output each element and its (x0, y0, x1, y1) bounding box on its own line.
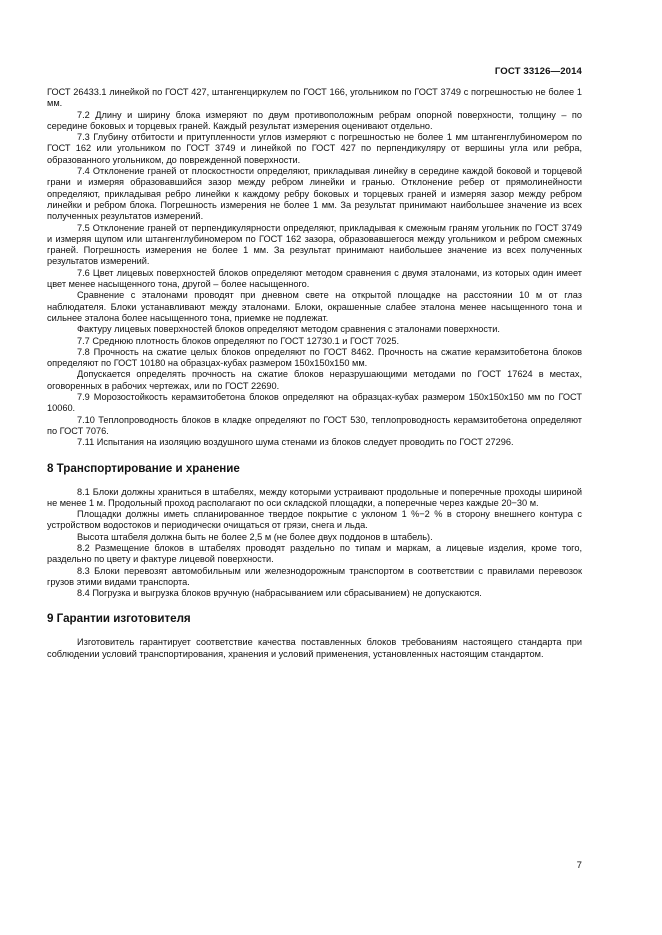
page-content (47, 87, 582, 660)
paragraph-8-1: 8.1 Блоки должны храниться в штабелях, между которыми устраивают продольные и поперечные проходы шириной не менее 1 м. Продольный проход располагают по оси складской площадки, а поперечные через каждые 20−30 м. (47, 486, 582, 508)
paragraph-7-10: 7.10 Теплопроводность блоков в кладке определяют по ГОСТ 530, теплопроводность керамзитобетона определяют по ГОСТ 7076. (47, 414, 582, 436)
document-code-header: ГОСТ 33126—2014 (494, 66, 582, 77)
paragraph-7-6-comparison: Сравнение с эталонами проводят при дневном свете на открытой площадке на расстоянии 10 м от глаз наблюдателя. Блоки устанавливают между эталонами. Блоки, окрашенные слабее эталона менее насыщенного тона и сильнее эталона более насыщенного тона, приемке не подлежат. (47, 290, 582, 323)
paragraph-7-11: 7.11 Испытания на изоляцию воздушного шума стенами из блоков следует проводить по ГОСТ 27296. (77, 437, 514, 448)
paragraph-7-1-continuation: ГОСТ 26433.1 линейкой по ГОСТ 427, штангенциркулем по ГОСТ 166, угольником по ГОСТ 3749 с погрешностью не более 1 мм. (47, 87, 582, 109)
paragraph-7-2: 7.2 Длину и ширину блока измеряют по двум противоположным ребрам опорной поверхности, толщину – по середине боковых и торцевых граней. Каждый результат измерения оценивают отдельно. (47, 109, 582, 131)
paragraph-7-8-allowed: Допускается определять прочность на сжатие блоков неразрушающими методами по ГОСТ 17624 в местах, оговоренных в рабочих чертежах, или по ГОСТ 22690. (47, 369, 582, 391)
section-heading-transport: 8 Транспортирование и хранение (47, 461, 240, 475)
page-number: 7 (576, 860, 582, 871)
paragraph-9: Изготовитель гарантирует соответствие качества поставленных блоков требованиям настоящего стандарта при соблюдении условий транспортирования, хранения и условий применения, установленных настоящим стандартом. (47, 637, 582, 659)
paragraph-8-1-platforms: Площадки должны иметь спланированное твердое покрытие с уклоном 1 %−2 % в сторону внешнего контура с устройством водостоков и периодически очищаться от грязи, снега и льда. (47, 509, 582, 531)
paragraph-7-9: 7.9 Морозостойкость керамзитобетона блоков определяют на образцах-кубах размером 150х150х150 мм по ГОСТ 10060. (47, 392, 582, 414)
paragraph-8-4: 8.4 Погрузка и выгрузка блоков вручную (набрасыванием или сбрасыванием) не допускаются. (77, 588, 482, 599)
paragraph-7-4: 7.4 Отклонение граней от плоскостности определяют, прикладывая линейку в середине каждой боковой и торцевой грани и измеряя образовавшийся зазор между ребром линейки и гранью. Отклонение ребер от прямолинейности определяют, прикладывая ребро линейки к каждому ребру боковых и торцевых граней и измеряя зазор между ребром линейки и ребром блока. Погрешность измерения не более 1 мм. За результат принимают наибольшее значение из всех полученных результатов измерений. (47, 166, 582, 222)
paragraph-8-3: 8.3 Блоки перевозят автомобильным или железнодорожным транспортом в соответствии с правилами перевозок грузов этими видами транспорта. (47, 565, 582, 587)
paragraph-7-6-texture: Фактуру лицевых поверхностей блоков определяют методом сравнения с эталонами поверхности. (77, 324, 500, 335)
section-heading-warranty: 9 Гарантии изготовителя (47, 612, 191, 626)
paragraph-7-6: 7.6 Цвет лицевых поверхностей блоков определяют методом сравнения с двумя эталонами, из которых один имеет цвет менее насыщенного тона, другой – более насыщенного. (47, 267, 582, 290)
paragraph-7-8: 7.8 Прочность на сжатие целых блоков определяют по ГОСТ 8462. Прочность на сжатие керамзитобетона блоков определяют по ГОСТ 10180 на образцах-кубах размером 150х150х150 мм. (47, 346, 582, 369)
paragraph-7-7: 7.7 Среднюю плотность блоков определяют по ГОСТ 12730.1 и ГОСТ 7025. (77, 335, 400, 346)
paragraph-8-1-height: Высота штабеля должна быть не более 2,5 м (не более двух поддонов в штабель). (77, 531, 433, 542)
paragraph-8-2: 8.2 Размещение блоков в штабелях проводят раздельно по типам и маркам, а лицевые изделия, кроме того, раздельно по цвету и фактуре лицевой поверхности. (47, 542, 582, 565)
paragraph-7-3: 7.3 Глубину отбитости и притупленности углов измеряют с погрешностью не более 1 мм штангенглубиномером по ГОСТ 162 или угольником по ГОСТ 3749 и линейкой по ГОСТ 427 по перпендикуляру от вершины угла или ребра, образованного угольником, до поврежденной поверхности. (47, 132, 582, 165)
paragraph-7-5: 7.5 Отклонение граней от перпендикулярности определяют, прикладывая к смежным граням угольник по ГОСТ 3749 и измеряя щупом или штангенглубиномером по ГОСТ 162 зазора, образовавшегося между угольником и ребром смежных граней. Погрешность измерения не более 1 мм. За результат принимают наибольшее значение из всех полученных результатов измерений. (47, 222, 582, 267)
